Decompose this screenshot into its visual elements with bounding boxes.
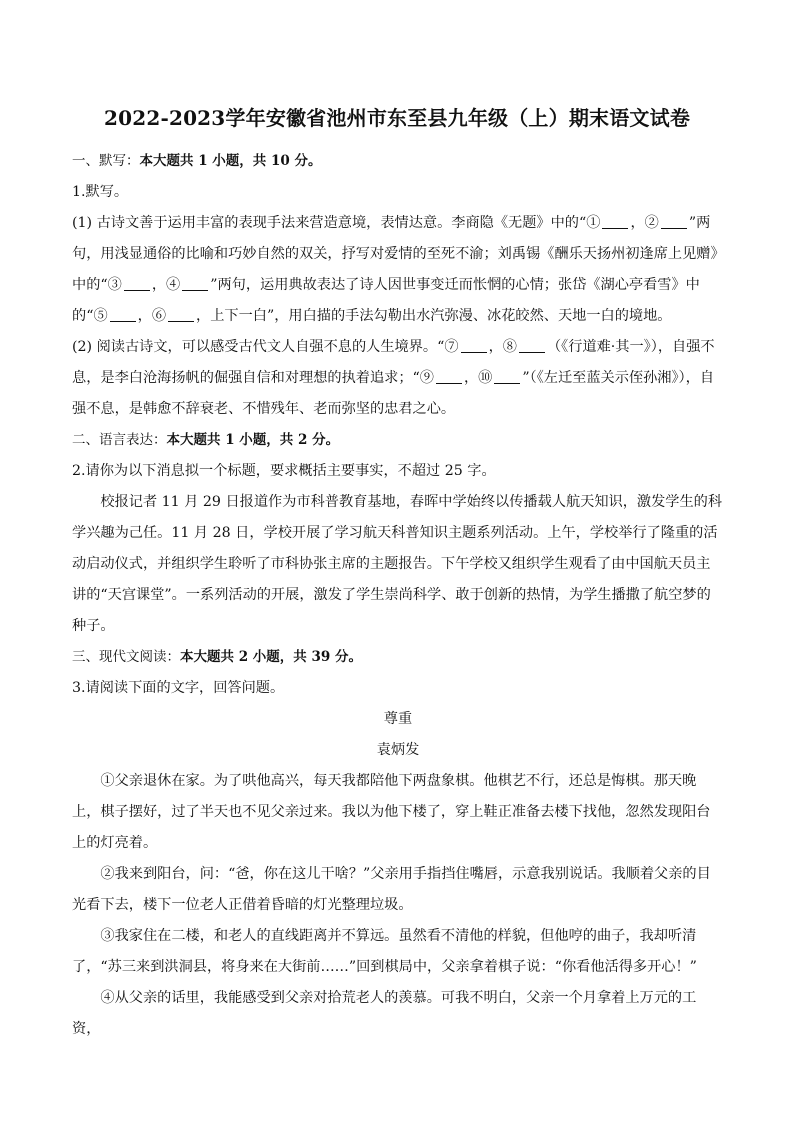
- answer-blank[interactable]: [661, 214, 687, 229]
- exam-content: [72, 146, 724, 1045]
- answer-blank[interactable]: [461, 338, 487, 353]
- article-paragraph: ④从父亲的话里，我能感受到父亲对拾荒老人的羡慕。可我不明白，父亲一个月拿着上万元的工资，: [72, 990, 697, 1037]
- article-paragraph: ②我来到阳台，问：“爸，你在这儿干啥？”父亲用手指挡住嘴唇，示意我别说话。我顺着父亲的目光看下去，楼下一位老人正借着昏暗的灯光整理垃圾。: [72, 866, 711, 913]
- question-2-passage: 校报记者 11 月 29 日报道作为市科普教育基地，春晖中学始终以传播载人航天知识，激发学生的科学兴趣为己任。11 月 28 日，学校开展了学习航天科普知识主题系列活动。上午，学校举行了隆重的活动启动仪式，并组织学生聆听了市科协张主席的主题报告。下午学校又组织学生观看了由中国航天员主讲的“天宫课堂”。一系列活动的开展，激发了学生崇尚科学、敢于创新的热情，为学生播撒了航空梦的种子。: [72, 494, 723, 634]
- question-1-number: 1.默写。: [72, 184, 129, 200]
- answer-blank[interactable]: [519, 338, 545, 353]
- answer-blank[interactable]: [436, 369, 462, 384]
- article-author: 袁炳发: [376, 742, 420, 758]
- question-1-part-2: (2) 阅读古诗文，可以感受古代文人自强不息的人生境界。“⑦ ，⑧ （《行道难·其一》），自强不息，是李白沧海扬帆的倔强自信和对理想的执着追求；“⑨ ，⑩ ”（《左迁至蓝关示侄孙湘》），自强不息，是韩愈不辞衰老、不惜残年、老而弥坚的忠君之心。: [72, 339, 715, 417]
- answer-blank[interactable]: [182, 276, 208, 291]
- question-3-number: 3.请阅读下面的文字，回答问题。: [72, 680, 285, 696]
- page-title: 2022-2023学年安徽省池州市东至县九年级（上）期末语文试卷: [103, 106, 691, 130]
- answer-blank[interactable]: [494, 369, 520, 384]
- section-heading-2: 二、语言表达：本大题共 1 小题，共 2 分。: [72, 432, 340, 448]
- article-paragraph: ③我家住在二楼，和老人的直线距离并不算远。虽然看不清他的样貌，但他哼的曲子，我却听清了，“苏三来到洪洞县，将身来在大街前……”回到棋局中，父亲拿着棋子说：“你看他活得多开心！”: [72, 928, 697, 975]
- section-heading-1: 一、默写：本大题共 1 小题，共 10 分。: [72, 153, 322, 169]
- article-paragraph: ①父亲退休在家。为了哄他高兴，每天我都陪他下两盘象棋。他棋艺不行，还总是悔棋。那天晚上，棋子摆好，过了半天也不见父亲过来。我以为他下楼了，穿上鞋正准备去楼下找他，忽然发现阳台上的灯亮着。: [72, 773, 711, 851]
- article-title: 尊重: [383, 711, 413, 727]
- question-1-part-1: (1) 古诗文善于运用丰富的表现手法来营造意境，表情达意。李商隐《无题》中的“① ，② ”两句，用浅显通俗的比喻和巧妙自然的双关，抒写对爱情的至死不渝；刘禹锡《酬乐天扬州初逢席上见赠》中的“③ ，④ ”两句，运用典故表达了诗人因世事变迁而怅惘的心情；张岱《湖心亭看雪》中的“⑤ ，⑥ ，上下一白”，用白描的手法勾勒出水汽弥漫、冰花皎然、天地一白的境地。: [72, 215, 718, 324]
- answer-blank[interactable]: [602, 214, 628, 229]
- question-2-number: 2.请你为以下消息拟一个标题，要求概括主要事实，不超过 25 字。: [72, 463, 496, 479]
- section-heading-3: 三、现代文阅读：本大题共 2 小题，共 39 分。: [72, 649, 362, 665]
- answer-blank[interactable]: [110, 307, 136, 322]
- answer-blank[interactable]: [124, 276, 150, 291]
- answer-blank[interactable]: [168, 307, 194, 322]
